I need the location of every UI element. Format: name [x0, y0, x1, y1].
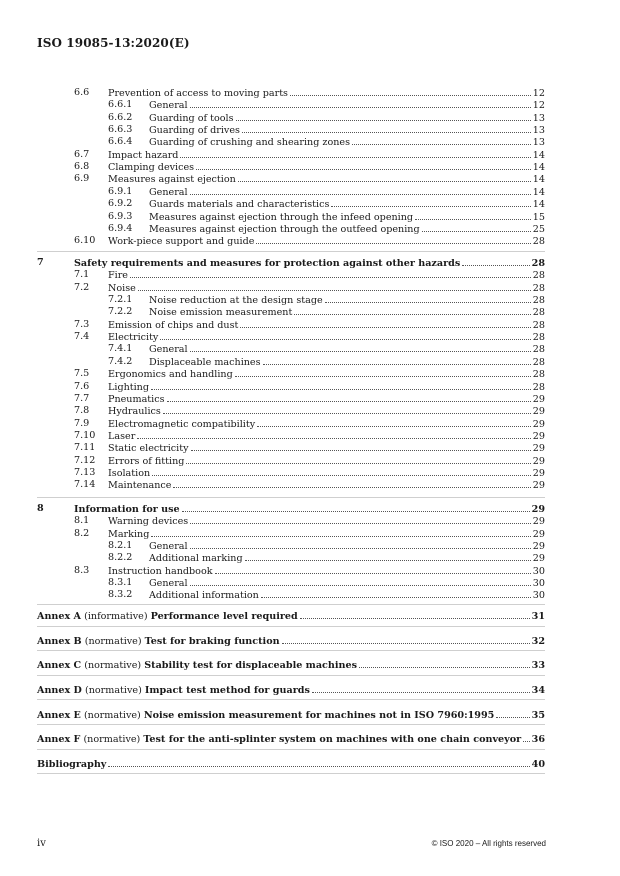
- toc-title: Pneumatics: [108, 393, 165, 405]
- toc-separator: [37, 773, 545, 774]
- document-header: ISO 19085-13:2020(E): [37, 36, 190, 50]
- toc-annex-title: [37, 733, 522, 746]
- toc-annex-row[interactable]: [0, 732, 545, 746]
- toc-page-number: 35: [531, 709, 545, 721]
- toc-title: Lighting: [108, 381, 150, 393]
- dot-leader: [331, 197, 530, 207]
- annex-label: Annex C: [37, 660, 82, 672]
- toc-page-number: 29: [532, 528, 545, 540]
- toc-title: Noise emission measurement: [149, 307, 293, 319]
- toc-page-number: 25: [532, 223, 545, 235]
- toc-title: Guards materials and characteristics: [149, 199, 330, 211]
- toc-page-number: 13: [532, 112, 545, 124]
- dot-leader: [138, 281, 531, 291]
- toc-number: 6.9.4: [108, 222, 133, 234]
- dot-leader: [235, 367, 531, 377]
- toc-page-number: 29: [532, 406, 545, 418]
- toc-number: 7.2.1: [108, 294, 133, 306]
- toc-page-number: 33: [531, 660, 545, 672]
- toc-title: Displaceable machines: [149, 356, 261, 368]
- toc-page-number: 14: [532, 162, 545, 174]
- toc-number: 6.7: [74, 148, 90, 160]
- dot-leader: [190, 185, 531, 195]
- toc-page-number: 28: [532, 319, 545, 331]
- toc-row[interactable]: [0, 588, 545, 602]
- dot-leader: [261, 588, 531, 598]
- dot-leader: [257, 417, 531, 427]
- toc-number: 7.4: [74, 331, 90, 343]
- toc-annex-title: [37, 610, 299, 623]
- toc-number: 8.3: [74, 564, 90, 576]
- toc-title: General: [149, 186, 188, 198]
- toc-title: Marking: [108, 528, 150, 540]
- toc-row[interactable]: [0, 478, 545, 492]
- annex-label: Annex E: [37, 709, 81, 721]
- toc-annex-title: [37, 684, 311, 697]
- toc-title: General: [149, 578, 188, 590]
- toc-number: 7.3: [74, 318, 90, 330]
- toc-title: Fire: [108, 270, 128, 282]
- toc-title: Emission of chips and dust: [108, 319, 239, 331]
- dot-leader: [263, 355, 531, 365]
- annex-label: Annex F: [37, 734, 81, 746]
- toc-page-number: 14: [532, 174, 545, 186]
- dot-leader: [238, 172, 531, 182]
- toc-page-number: 29: [532, 467, 545, 479]
- dot-leader: [137, 429, 531, 439]
- toc-title: Information for use: [74, 504, 180, 515]
- toc-page-number: 28: [532, 270, 545, 282]
- toc-number: 7.12: [74, 454, 96, 466]
- toc-number: 7.2: [74, 281, 90, 293]
- toc-title: General: [149, 541, 188, 553]
- toc-title: Additional marking: [149, 553, 243, 565]
- dot-leader: [182, 502, 530, 512]
- dot-leader: [290, 86, 531, 96]
- toc-page-number: 29: [532, 480, 545, 492]
- toc-annex-title: [37, 709, 495, 722]
- toc-page-number: 30: [532, 578, 545, 590]
- toc-number: 6.10: [74, 235, 96, 247]
- toc-page-number: 14: [532, 186, 545, 198]
- toc-title: Laser: [108, 430, 136, 442]
- annex-kind: (normative): [84, 684, 142, 696]
- dot-leader: [422, 222, 531, 232]
- toc-separator: [37, 650, 545, 651]
- toc-annex-row[interactable]: [0, 683, 545, 697]
- toc-page-number: 13: [532, 125, 545, 137]
- toc-title: Safety requirements and measures for protection against other hazards: [74, 258, 461, 269]
- toc-title: General: [149, 344, 188, 356]
- toc-annex-row[interactable]: [0, 609, 545, 623]
- toc-title: Measures against ejection through the infeed opening: [149, 211, 414, 223]
- toc-title: Hydraulics: [108, 406, 161, 418]
- toc-page-number: 29: [532, 418, 545, 430]
- dot-leader: [173, 478, 530, 488]
- annex-kind: (normative): [84, 635, 142, 647]
- toc-number: 7.11: [74, 442, 96, 454]
- dot-leader: [282, 634, 530, 644]
- toc-title: Work-piece support and guide: [108, 236, 255, 248]
- toc-number: 8.2.2: [108, 552, 133, 564]
- toc-separator: [37, 675, 545, 676]
- toc-title: Measures against ejection: [108, 174, 236, 186]
- dot-leader: [190, 98, 531, 108]
- toc-page-number: 28: [532, 356, 545, 368]
- toc-page-number: 14: [532, 199, 545, 211]
- toc-number: 8.2.1: [108, 540, 133, 552]
- dot-leader: [130, 268, 531, 278]
- toc-separator: [37, 626, 545, 627]
- dot-leader: [190, 539, 531, 549]
- toc-page-number: 30: [532, 565, 545, 577]
- dot-leader: [191, 441, 531, 451]
- annex-kind: (normative): [84, 660, 142, 672]
- toc-row[interactable]: [0, 234, 545, 248]
- dot-leader: [163, 404, 531, 414]
- toc-title: Measures against ejection through the outfeed opening: [149, 223, 420, 235]
- toc-title: Impact hazard: [108, 149, 179, 161]
- toc-separator: [37, 699, 545, 700]
- toc-page-number: 28: [532, 307, 545, 319]
- toc-title: Guarding of tools: [149, 112, 234, 124]
- toc-number: 7.7: [74, 392, 90, 404]
- toc-number: 7.2.2: [108, 306, 133, 318]
- toc-separator: [37, 749, 545, 750]
- dot-leader: [152, 466, 531, 476]
- toc-number: 7.6: [74, 380, 90, 392]
- dot-leader: [462, 256, 529, 266]
- dot-leader: [160, 330, 530, 340]
- toc-number: 6.9.2: [108, 198, 133, 210]
- dot-leader: [240, 318, 530, 328]
- dot-leader: [190, 576, 531, 586]
- toc-page-number: 29: [532, 455, 545, 467]
- toc-number: 8.3.1: [108, 577, 133, 589]
- toc-title: Electromagnetic compatibility: [108, 418, 256, 430]
- toc-number: 6.9.1: [108, 185, 133, 197]
- toc-title: Electricity: [108, 332, 159, 344]
- toc-number: 6.9: [74, 173, 90, 185]
- toc-annex-row[interactable]: [0, 757, 545, 771]
- toc-page-number: 30: [532, 590, 545, 602]
- annex-title-text: Impact test method for guards: [144, 684, 310, 696]
- annex-title-text: Test for the anti-splinter system on machines with one chain conveyor: [143, 734, 522, 746]
- toc-page-number: 29: [532, 516, 545, 528]
- dot-leader: [352, 135, 531, 145]
- toc-title: Guarding of crushing and shearing zones: [149, 137, 351, 149]
- dot-leader: [312, 683, 530, 693]
- toc-page-number: 29: [532, 393, 545, 405]
- dot-leader: [415, 210, 531, 220]
- dot-leader: [236, 111, 531, 121]
- toc-separator: [37, 724, 545, 725]
- toc-page-number: 29: [532, 553, 545, 565]
- dot-leader: [108, 757, 529, 767]
- toc-page-number: 12: [532, 88, 545, 99]
- annex-kind: (normative): [83, 734, 141, 746]
- dot-leader: [180, 148, 530, 158]
- toc-title: Warning devices: [108, 516, 189, 528]
- toc-page-number: 15: [532, 211, 545, 223]
- toc-page-number: 40: [531, 758, 545, 770]
- dot-leader: [190, 342, 531, 352]
- toc-page-number: 13: [532, 137, 545, 149]
- toc-page-number: 29: [532, 430, 545, 442]
- toc-number: 7.9: [74, 417, 90, 429]
- dot-leader: [359, 658, 530, 668]
- toc-title: Noise reduction at the design stage: [149, 295, 323, 307]
- toc-page-number: 28: [532, 282, 545, 294]
- annex-label: Annex B: [37, 635, 82, 647]
- toc-title: Additional information: [149, 590, 259, 602]
- toc-title: Prevention of access to moving parts: [108, 88, 288, 99]
- toc-page-number: 28: [532, 369, 545, 381]
- toc-number: 6.6.3: [108, 124, 133, 136]
- annex-kind: (normative): [83, 709, 141, 721]
- toc-title: General: [149, 100, 188, 112]
- toc-annex-title: [37, 758, 107, 771]
- dot-leader: [300, 609, 530, 619]
- toc-annex-title: [37, 635, 281, 648]
- dot-leader: [186, 454, 530, 464]
- toc-number: 6.8: [74, 161, 90, 173]
- toc-separator: [37, 251, 545, 252]
- toc-annex-row[interactable]: [0, 658, 545, 672]
- dot-leader: [245, 551, 531, 561]
- annex-kind: (informative): [84, 611, 148, 622]
- toc-title: Clamping devices: [108, 162, 195, 174]
- toc-page-number: 29: [532, 541, 545, 553]
- toc-page-number: 28: [532, 381, 545, 393]
- toc-number: 7.8: [74, 405, 90, 417]
- dot-leader: [151, 380, 531, 390]
- toc-page-number: 28: [532, 295, 545, 307]
- toc-title: Instruction handbook: [108, 565, 213, 577]
- toc-number: 7.4.1: [108, 343, 133, 355]
- toc-page-number: 28: [532, 344, 545, 356]
- toc-number: 6.6.1: [108, 99, 133, 111]
- toc-number: 7.4.2: [108, 355, 133, 367]
- dot-leader: [190, 514, 531, 524]
- toc-page-number: 29: [532, 443, 545, 455]
- toc-annex-row[interactable]: [0, 634, 545, 648]
- toc-number: 7.10: [74, 429, 96, 441]
- dot-leader: [523, 732, 529, 742]
- toc-number: 8.2: [74, 527, 90, 539]
- toc-number: 7.5: [74, 368, 90, 380]
- toc-number: 8: [37, 503, 44, 514]
- toc-page-number: 28: [532, 332, 545, 344]
- annex-title-text: Stability test for displaceable machines: [144, 660, 357, 672]
- toc-number: 8.1: [74, 515, 90, 527]
- toc-page-number: 28: [531, 258, 545, 269]
- copyright-notice: © ISO 2020 – All rights reserved: [431, 839, 546, 848]
- toc-annex-title: [37, 659, 358, 672]
- annex-title-text: Performance level required: [150, 611, 298, 622]
- toc-page-number: 36: [531, 734, 545, 746]
- toc-page-number: 31: [531, 611, 545, 622]
- toc-number: 6.6: [74, 87, 90, 98]
- dot-leader: [325, 293, 531, 303]
- toc-page-number: 14: [532, 149, 545, 161]
- dot-leader: [496, 708, 529, 718]
- dot-leader: [294, 305, 530, 315]
- toc-page-number: 28: [532, 236, 545, 248]
- toc-number: 6.6.4: [108, 136, 133, 148]
- toc-page-number: 32: [531, 635, 545, 647]
- toc-number: 7.1: [74, 269, 90, 281]
- toc-page-number: 34: [531, 684, 545, 696]
- toc-annex-row[interactable]: [0, 708, 545, 722]
- dot-leader: [167, 392, 531, 402]
- toc-title: Ergonomics and handling: [108, 369, 233, 381]
- toc-number: 7.13: [74, 466, 96, 478]
- toc-number: 6.9.3: [108, 210, 133, 222]
- annex-label: Annex A: [37, 611, 82, 622]
- dot-leader: [151, 527, 530, 537]
- toc-page-number: 12: [532, 100, 545, 112]
- toc-separator: [37, 497, 545, 498]
- annex-title-text: Noise emission measurement for machines not in ISO 7960:1995: [143, 709, 495, 721]
- toc-number: 6.6.2: [108, 111, 133, 123]
- toc-title: Guarding of drives: [149, 125, 240, 137]
- dot-leader: [242, 123, 531, 133]
- toc-title: Static electricity: [108, 443, 189, 455]
- annex-title-text: Bibliography: [37, 758, 107, 770]
- toc-title: Maintenance: [108, 480, 172, 492]
- toc-separator: [37, 604, 545, 605]
- toc-number: 8.3.2: [108, 589, 133, 601]
- toc-number: 7.14: [74, 479, 96, 491]
- dot-leader: [215, 564, 531, 574]
- annex-title-text: Test for braking function: [144, 635, 280, 647]
- dot-leader: [196, 160, 531, 170]
- page-number: iv: [37, 838, 46, 849]
- toc-title: Noise: [108, 282, 136, 294]
- toc-title: Errors of fitting: [108, 455, 185, 467]
- toc-title: Isolation: [108, 467, 151, 479]
- toc-number: 7: [37, 257, 44, 268]
- toc-page-number: 29: [531, 504, 545, 515]
- dot-leader: [256, 234, 530, 244]
- annex-label: Annex D: [37, 684, 82, 696]
